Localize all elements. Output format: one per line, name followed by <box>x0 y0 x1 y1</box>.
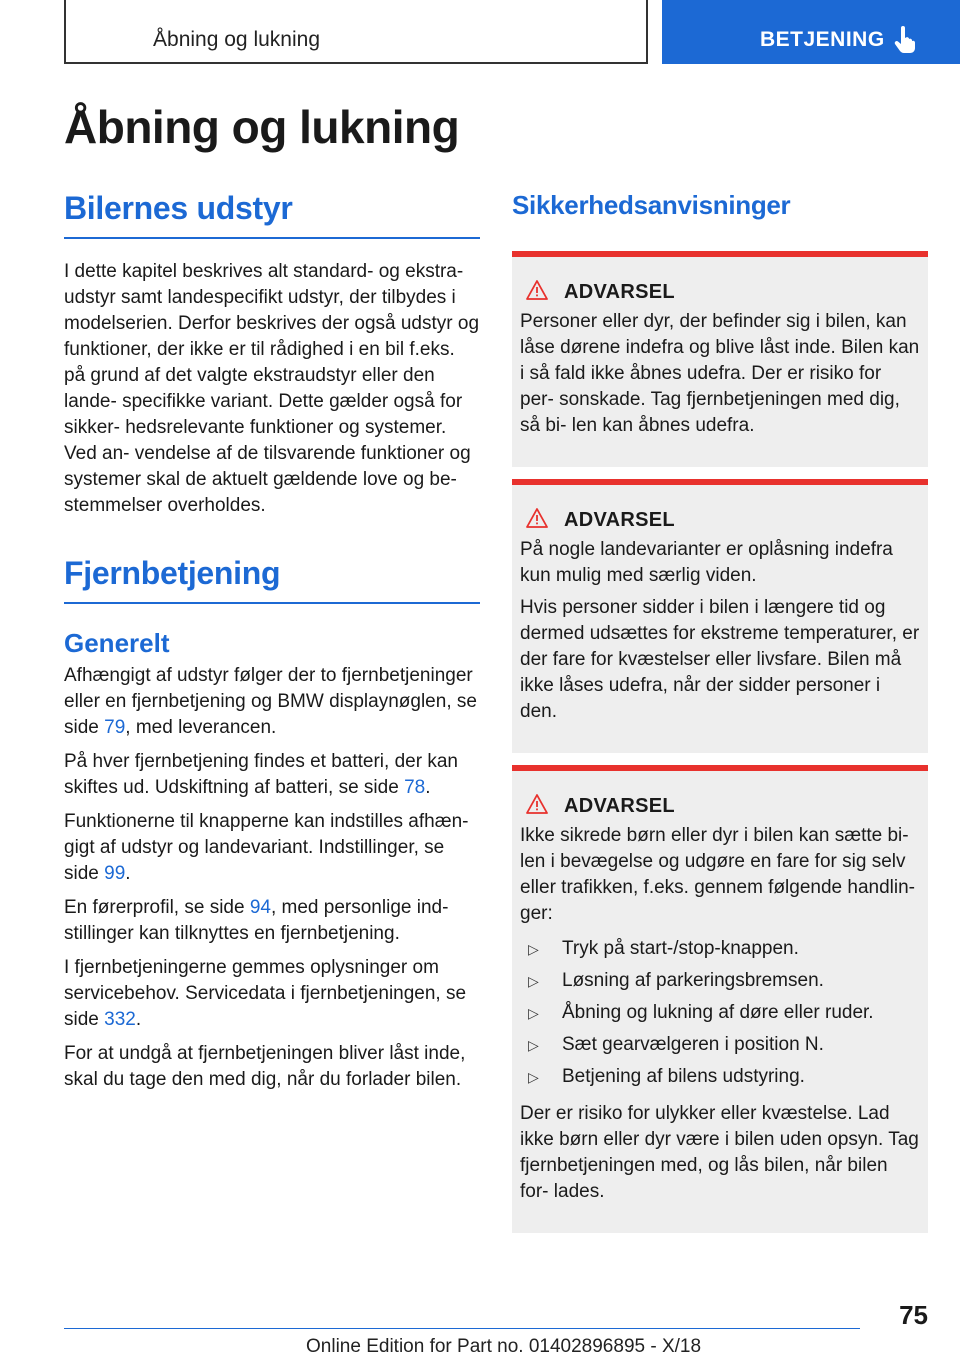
warning-header <box>520 791 920 821</box>
paragraph-service-data <box>64 955 480 1033</box>
page-link-332[interactable]: 332 <box>104 1009 136 1030</box>
page-link-94[interactable]: 94 <box>249 897 271 918</box>
paragraph-text: . <box>425 777 431 798</box>
warning-box <box>512 251 928 467</box>
list-item-text: Tryk på start-/stop-knappen. <box>562 938 799 959</box>
paragraph-battery <box>64 749 480 801</box>
warning-triangle-icon <box>526 280 564 305</box>
paragraph-driver-profile <box>64 895 480 947</box>
triangle-bullet-icon: ▷ <box>528 973 539 989</box>
list-item <box>520 1029 920 1061</box>
warning-title: ADVARSEL <box>564 508 675 531</box>
triangle-bullet-icon: ▷ <box>528 941 539 957</box>
subheading-generelt: Generelt <box>64 628 170 658</box>
warning-text: Ikke sikrede børn eller dyr i bilen kan sætte bi- len i bevægelse og udgøre en fare for sig selv eller trafikken, f.eks. gennem følgende handlin- ger: <box>520 825 915 924</box>
page-title: Åbning og lukning <box>64 101 460 153</box>
paragraph-text: På hver fjernbetjening findes et batteri, der kan skiftes ud. Udskiftning af batteri, se side <box>64 751 458 798</box>
paragraph-text: I fjernbetjeningerne gemmes oplysninger om servicebehov. Servicedata i fjernbetjeningen, se side <box>64 957 467 1030</box>
list-item-text: Betjening af bilens udstyring. <box>562 1066 805 1087</box>
section-heading-fjernbetjening: Fjernbetjening <box>64 555 480 604</box>
paragraph-text: Afhængigt af udstyr følger der to fjernbetjeninger eller en fjernbetjening og BMW displaynøglen, se side <box>64 665 477 738</box>
header-frame <box>64 0 648 64</box>
bilernes-paragraph: I dette kapitel beskrives alt standard- og ekstra- udstyr samt landespecifikt udstyr, der tilbydes i modelserien. Derfor beskrives der også udstyr og funktioner, der ikke er til rådighed i en bil f.eks. på grund af det valgte ekstraudstyr eller den lande- specifikke variant. Dette gælder også for sikker- hedsrelevante funktioner og systemer. Ved an- vendelse af de tilsvarende funktioner og systemer skal de aktuelt gældende love og be- stemmelser overholdes. <box>64 261 480 516</box>
warning-box <box>512 765 928 1233</box>
header-section-label: Åbning og lukning <box>153 28 320 51</box>
left-column <box>64 190 480 1101</box>
page-link-78[interactable]: 78 <box>404 777 426 798</box>
warning-triangle-icon <box>526 508 564 533</box>
list-item-text: Sæt gearvælgeren i position N. <box>562 1034 824 1055</box>
paragraph-text: Funktionerne til knapperne kan indstilles afhæn- gigt af udstyr og landevariant. Indstillinger, se side <box>64 811 469 884</box>
warning-header <box>520 277 920 307</box>
warning-text: Der er risiko for ulykker eller kvæstelse. Lad ikke børn eller dyr være i bilen uden opsyn. Tag fjernbetjeningen med, og lås bilen, når bilen for- lades. <box>520 1103 919 1202</box>
warning-title: ADVARSEL <box>564 280 675 303</box>
triangle-bullet-icon: ▷ <box>528 1069 539 1085</box>
page-link-99[interactable]: 99 <box>104 863 126 884</box>
paragraph-text: . <box>125 863 131 884</box>
paragraph-text: . <box>135 1009 142 1030</box>
paragraph-text: , med leverancen. <box>125 717 277 738</box>
warning-triangle-icon <box>526 794 564 819</box>
list-item <box>520 1061 920 1093</box>
warning-box <box>512 479 928 753</box>
chapter-tab[interactable] <box>662 0 960 64</box>
list-item-text: Åbning og lukning af døre eller ruder. <box>562 1002 874 1023</box>
paragraph-buttons <box>64 809 480 887</box>
section-heading-sikkerhedsanvisninger: Sikkerhedsanvisninger <box>512 190 791 220</box>
paragraph-text: En førerprofil, se side <box>64 897 250 918</box>
paragraph-text: , med personlige ind- stillinger kan tilknyttes en fjernbetjening. <box>64 897 449 944</box>
paragraph-remotes <box>64 663 480 741</box>
list-item <box>520 933 920 965</box>
warning-text: Hvis personer sidder i bilen i længere tid og dermed udsættes for ekstreme temperaturer, er der fare for kvæstelser eller livsfare. Bilen må ikke låses udefra, når der sidder personer i den. <box>520 597 920 722</box>
page-number: 75 <box>899 1300 928 1330</box>
triangle-bullet-icon: ▷ <box>528 1037 539 1053</box>
section-heading-bilernes-udstyr: Bilernes udstyr <box>64 190 480 239</box>
right-column <box>512 190 928 1245</box>
footer-edition-text: Online Edition for Part no. 01402896895 - X/18 <box>306 1336 702 1357</box>
list-item <box>520 997 920 1029</box>
list-item-text: Løsning af parkeringsbremsen. <box>562 970 824 991</box>
pointing-hand-icon <box>894 26 916 59</box>
page-link-79[interactable]: 79 <box>104 717 126 738</box>
warning-text: Personer eller dyr, der befinder sig i bilen, kan låse dørene indefra og blive låst inde. Bilen kan i så fald ikke åbnes udefra. Der er risiko for per- sonskade. Tag fjernbetjeningen med dig, så bi- len kan åbnes udefra. <box>520 311 920 436</box>
warning-title: ADVARSEL <box>564 794 675 817</box>
triangle-bullet-icon: ▷ <box>528 1005 539 1021</box>
footer-divider <box>64 1328 860 1329</box>
warning-header <box>520 505 920 535</box>
action-list <box>520 933 920 1093</box>
paragraph-locked-inside: For at undgå at fjernbetjeningen bliver låst inde, skal du tage den med dig, når du forlader bilen. <box>64 1043 466 1090</box>
list-item <box>520 965 920 997</box>
chapter-tab-label: BETJENING <box>760 28 885 51</box>
warning-text: På nogle landevarianter er oplåsning indefra kun mulig med særlig viden. <box>520 539 893 586</box>
